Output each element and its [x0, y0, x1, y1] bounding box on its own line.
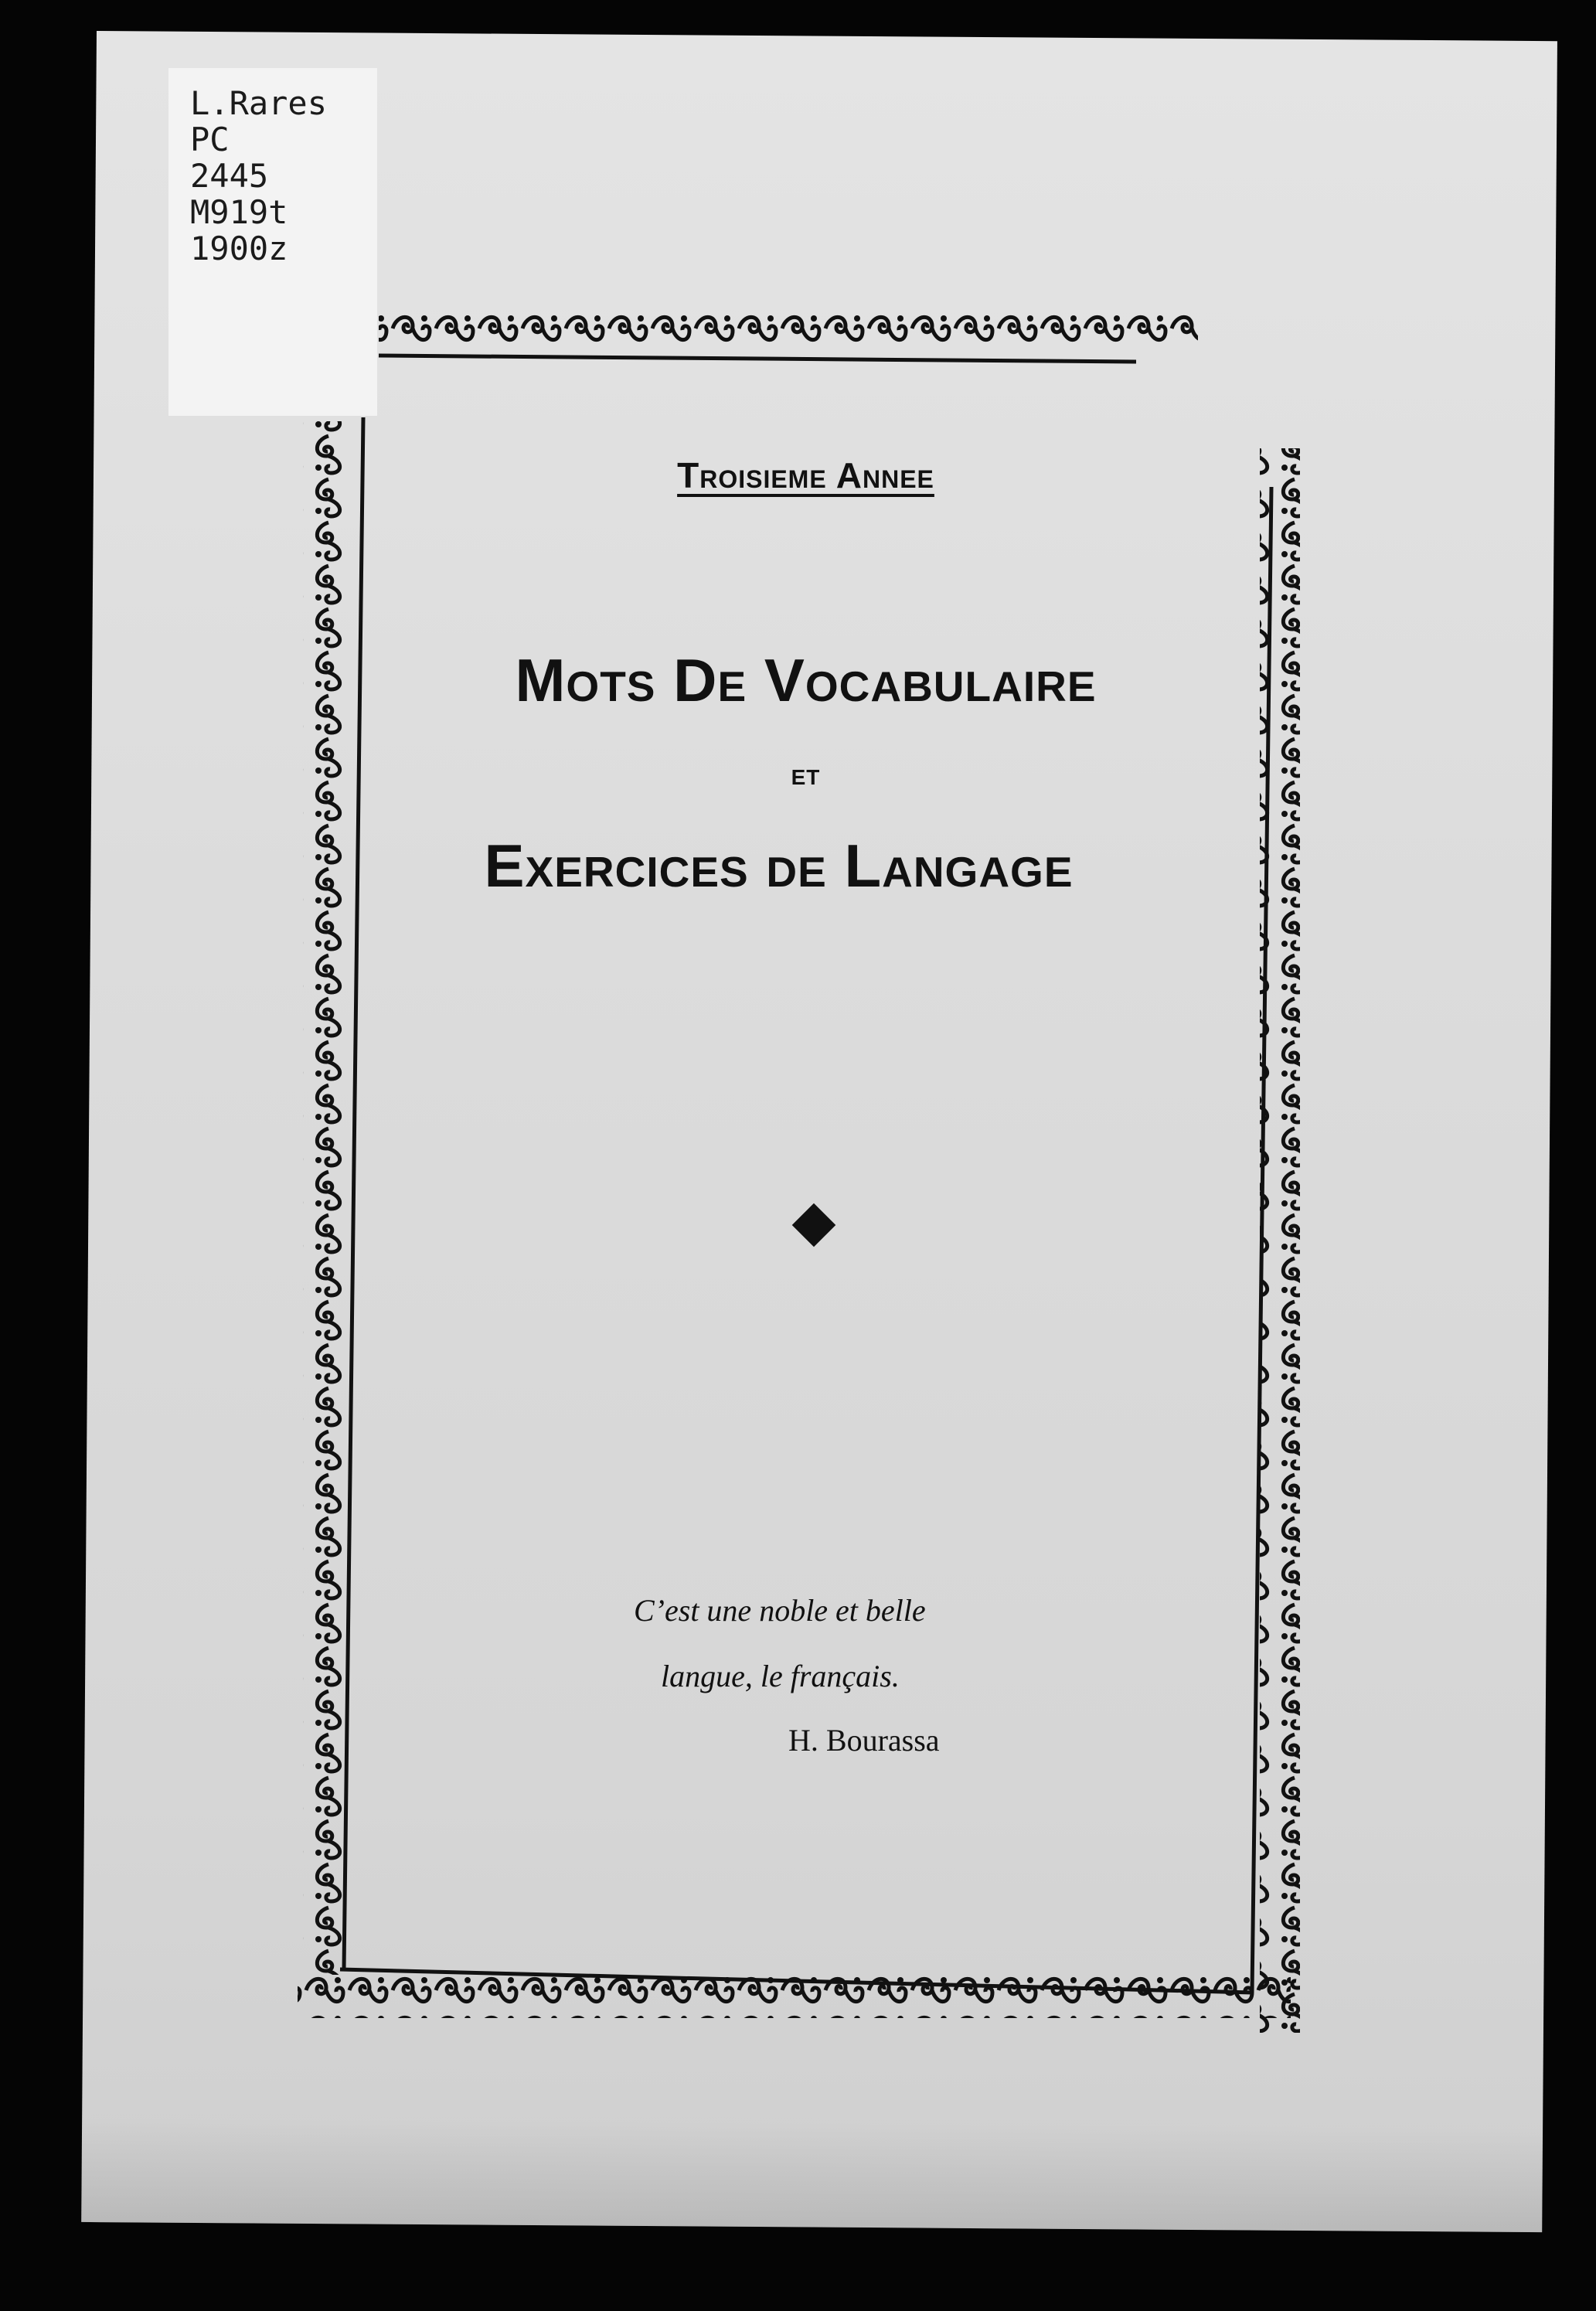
epigraph-line-1: C’est une noble et belle [634, 1593, 926, 1628]
call-number-line: M919t [190, 193, 288, 231]
epigraph-author: H. Bourassa [788, 1723, 940, 1758]
title-line-2: Exercices de Langage [484, 832, 1074, 900]
year-heading [8, 454, 1596, 496]
call-number-line: PC [190, 121, 230, 158]
title-connector: et [791, 757, 821, 791]
call-number-line: 2445 [190, 157, 269, 195]
year-heading-text: Troisieme Annee [677, 455, 934, 495]
epigraph-line-2: langue, le français. [661, 1659, 900, 1693]
call-number-line: L.Rares [190, 84, 328, 122]
call-number-line: 1900z [190, 230, 288, 267]
title-line-1: Mots De Vocabulaire [515, 646, 1097, 714]
